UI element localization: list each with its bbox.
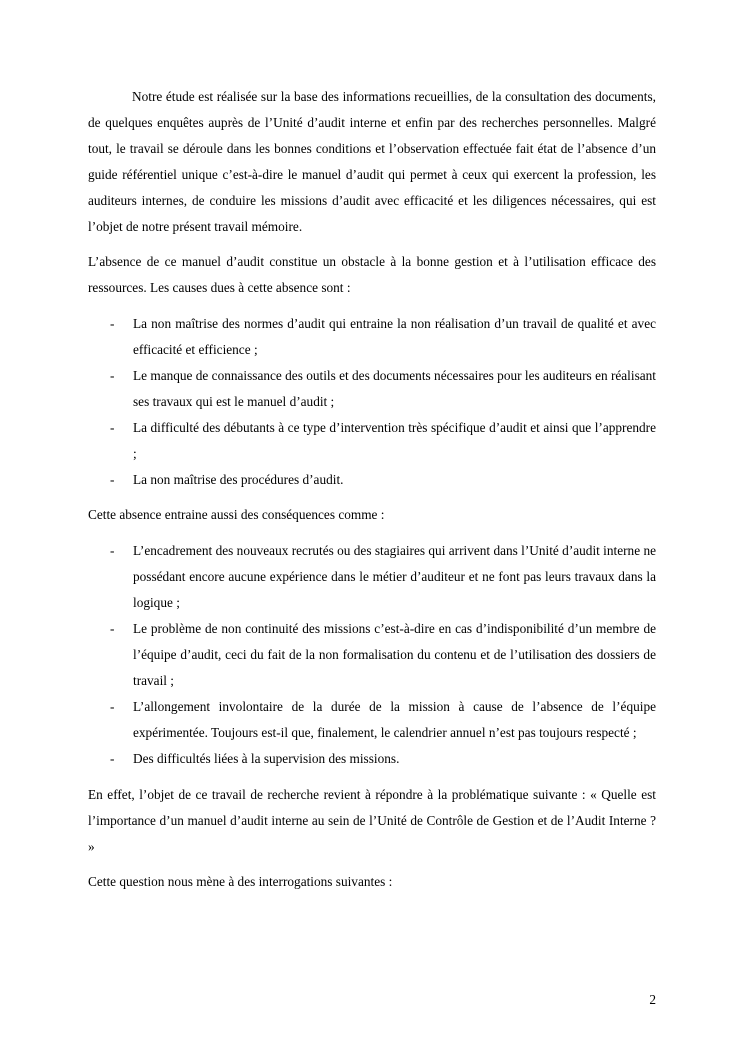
list-item-text: La non maîtrise des normes d’audit qui entraine la non réalisation d’un travail de qualité et avec efficacité et efficience ; bbox=[133, 316, 656, 357]
paragraph-question: Cette question nous mène à des interrogations suivantes : bbox=[88, 874, 393, 889]
list-item-text: L’encadrement des nouveaux recrutés ou des stagiaires qui arrivent dans l’Unité d’audit interne ne possédant encore aucune expérience dans le métier d’auditeur et ne font pas leurs travaux dans la logique ; bbox=[133, 543, 656, 610]
list-item bbox=[88, 694, 656, 746]
list-item-text: L’allongement involontaire de la durée de la mission à cause de l’absence de l’équipe expérimentée. Toujours est-il que, finalement, le calendrier annuel n’est pas toujours respecté ; bbox=[133, 699, 656, 740]
consequences-list bbox=[88, 538, 656, 772]
list-item bbox=[88, 467, 656, 493]
list-item bbox=[88, 746, 656, 772]
page-number: 2 bbox=[649, 992, 656, 1007]
list-bullet: - bbox=[110, 368, 115, 383]
list-item-text: Le problème de non continuité des missions c’est-à-dire en cas d’indisponibilité d’un membre de l’équipe d’audit, ceci du fait de la non formalisation du contenu et de l’utilisation des dossiers de travail ; bbox=[133, 621, 656, 688]
list-bullet: - bbox=[110, 751, 115, 766]
list-bullet: - bbox=[110, 621, 115, 636]
list-bullet: - bbox=[110, 420, 115, 435]
causes-list bbox=[88, 311, 656, 493]
list-item bbox=[88, 538, 656, 616]
list-bullet: - bbox=[110, 316, 115, 331]
list-item bbox=[88, 363, 656, 415]
list-item-text: Le manque de connaissance des outils et des documents nécessaires pour les auditeurs en réalisant ses travaux qui est le manuel d’audit ; bbox=[133, 368, 656, 409]
paragraph-absence: L’absence de ce manuel d’audit constitue un obstacle à la bonne gestion et à l’utilisation efficace des ressources. Les causes dues à cette absence sont : bbox=[88, 254, 656, 295]
paragraph-problematic: En effet, l’objet de ce travail de recherche revient à répondre à la problématique suivante : « Quelle est l’importance d’un manuel d’audit interne au sein de l’Unité de Contrôle de Gestion et de l’Audit Interne ? » bbox=[88, 787, 656, 854]
paragraph-consequences: Cette absence entraine aussi des conséquences comme : bbox=[88, 507, 385, 522]
document-page bbox=[88, 84, 656, 895]
list-item-text: La difficulté des débutants à ce type d’intervention très spécifique d’audit et ainsi que l’apprendre ; bbox=[133, 420, 656, 461]
list-item bbox=[88, 415, 656, 467]
list-item-text: Des difficultés liées à la supervision des missions. bbox=[133, 751, 400, 766]
list-bullet: - bbox=[110, 699, 115, 714]
list-bullet: - bbox=[110, 543, 115, 558]
list-item bbox=[88, 311, 656, 363]
list-bullet: - bbox=[110, 472, 115, 487]
paragraph-intro: Notre étude est réalisée sur la base des informations recueillies, de la consultation des documents, de quelques enquêtes auprès de l’Unité d’audit interne et enfin par des recherches personnelles. Malgré tout, le travail se déroule dans les bonnes conditions et l’observation effectuée fait état de l’absence d’un guide référentiel unique c’est-à-dire le manuel d’audit qui permet à ceux qui exercent la profession, les auditeurs internes, de conduire les missions d’audit avec efficacité et les diligences nécessaires, qui est l’objet de notre présent travail mémoire. bbox=[88, 89, 656, 234]
list-item bbox=[88, 616, 656, 694]
list-item-text: La non maîtrise des procédures d’audit. bbox=[133, 472, 344, 487]
